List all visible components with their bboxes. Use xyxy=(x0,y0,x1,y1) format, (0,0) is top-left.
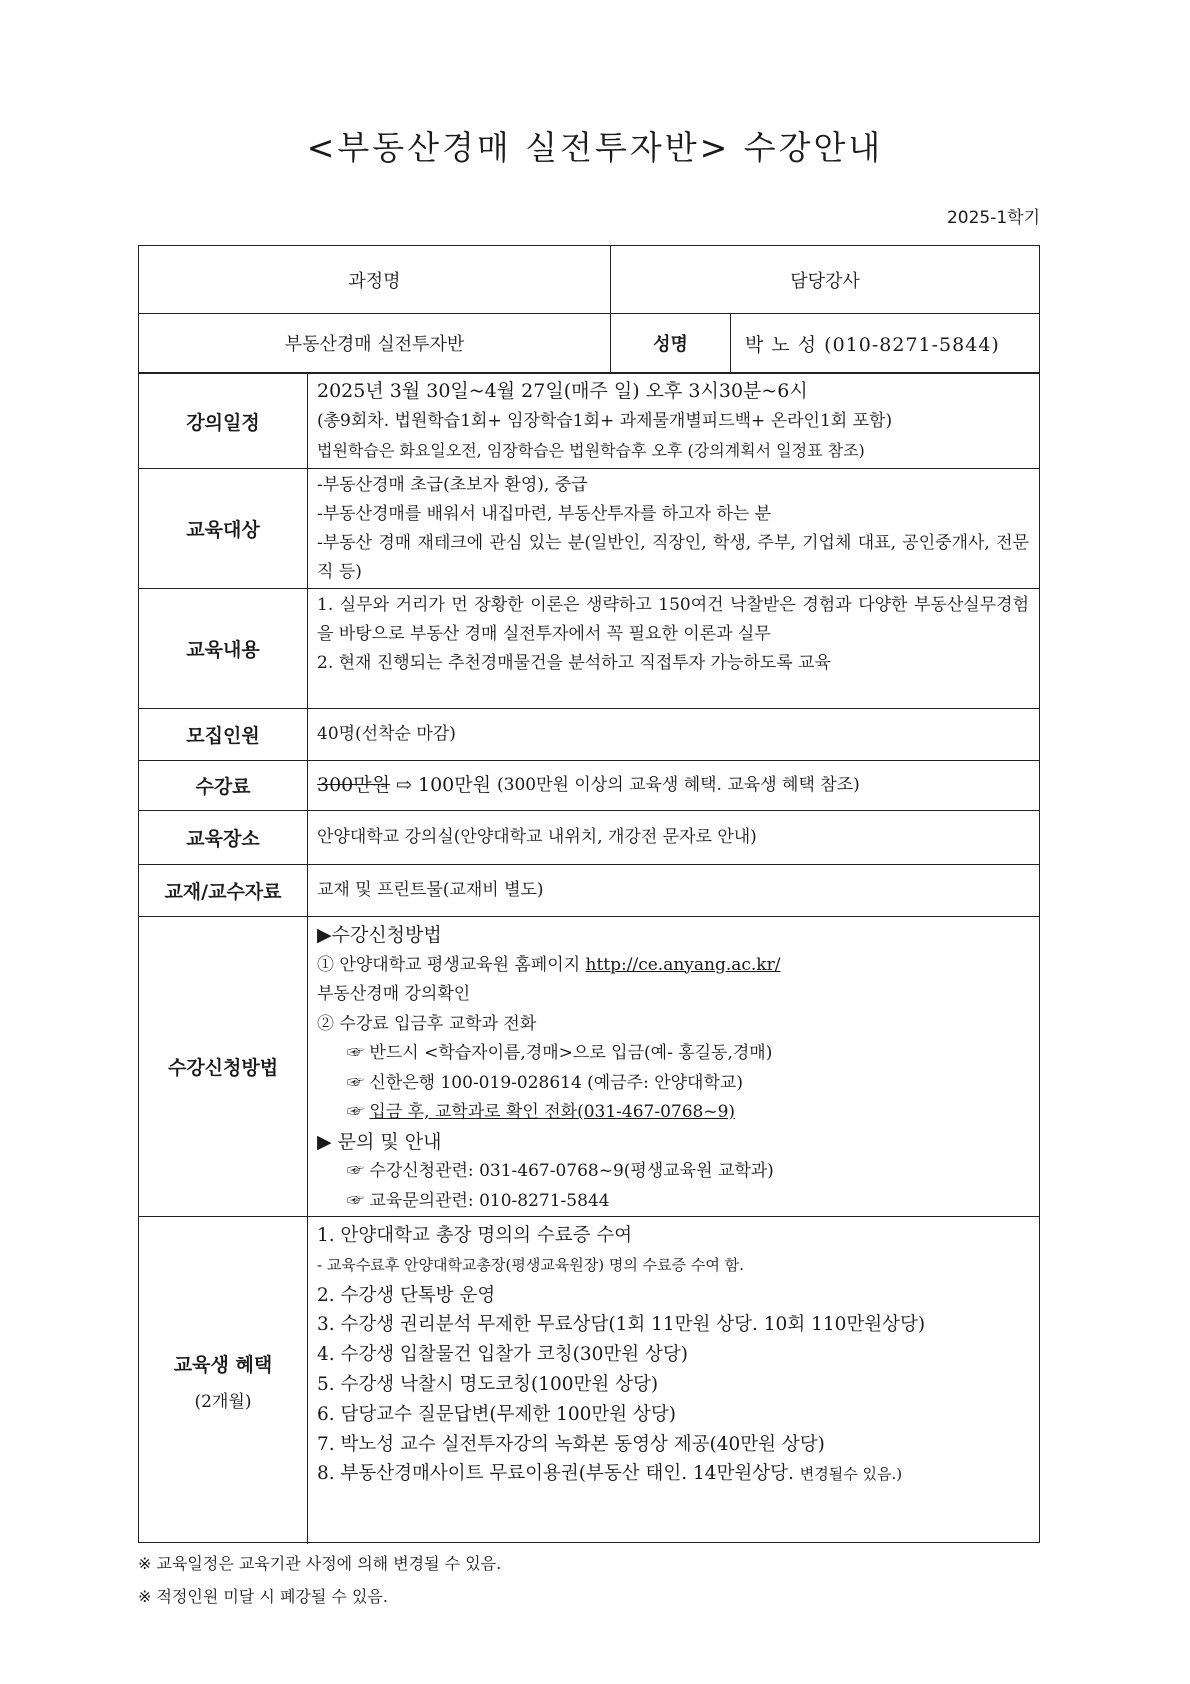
instructor-header: 담당강사 xyxy=(611,246,1039,314)
course-info-table xyxy=(138,373,1040,1543)
schedule-label: 강의일정 xyxy=(139,374,308,468)
content-line: 1. 실무와 거리가 먼 장황한 이론은 생략하고 150여건 낙찰받은 경험과 다양한 부동산실무경험을 바탕으로 부동산 경매 실전투자에서 꼭 필요한 이론과 실무 xyxy=(317,595,1029,644)
capacity-value: 40명(선착순 마감) xyxy=(317,724,456,744)
apply-bullet: ☞ 반드시 <학습자이름,경매>으로 입금(예- 홍길동,경매) xyxy=(347,1043,773,1063)
apply-step1: ① 안양대학교 평생교육원 홈페이지 http://ce.anyang.ac.kr/ xyxy=(317,954,781,975)
schedule-line: (총9회차. 법원학습1회+ 임장학습1회+ 과제물개별피드백+ 온라인1회 포함) xyxy=(317,411,893,431)
footnote: ※ 교육일정은 교육기관 사정에 의해 변경될 수 있음. xyxy=(138,1554,502,1573)
materials-label: 교재/교수자료 xyxy=(139,865,308,916)
homepage-link[interactable]: http://ce.anyang.ac.kr/ xyxy=(585,954,781,975)
fee-label: 수강료 xyxy=(139,761,308,810)
schedule-line: 법원학습은 화요일오전, 임장학습은 법원학습후 오후 (강의계획서 일정표 참조) xyxy=(317,441,865,460)
benefits-sublabel: (2개월) xyxy=(194,1391,252,1412)
benefit-item: 3. 수강생 권리분석 무제한 무료상담(1회 11만원 상당. 10회 110만원상당) xyxy=(317,1314,926,1336)
schedule-line: 2025년 3월 30일~4월 27일(매주 일) 오후 3시30분~6시 xyxy=(317,380,808,402)
old-price: 300만원 xyxy=(317,774,390,796)
pointing-hand-icon: ☞ xyxy=(347,1102,364,1122)
fee-note: (300만원 이상의 교육생 혜택. 교육생 혜택 참조) xyxy=(497,775,860,795)
location-label: 교육장소 xyxy=(139,811,308,864)
semester-label: 2025-1학기 xyxy=(946,208,1040,228)
apply-step2: ② 수강료 입금후 교학과 전화 xyxy=(317,1013,537,1034)
content-row xyxy=(139,589,1039,709)
apply-bullet: ☞ 입금 후, 교학과로 확인 전화(031-467-0768~9) xyxy=(347,1102,736,1122)
location-row xyxy=(139,811,1039,865)
footnote: ※ 적정인원 미달 시 폐강될 수 있음. xyxy=(138,1587,388,1606)
inquiry-line: ☞ 수강신청관련: 031-467-0768~9(평생교육원 교학과) xyxy=(347,1161,774,1181)
inquiry-line: ☞ 교육문의관련: 010-8271-5844 xyxy=(347,1190,610,1211)
target-row xyxy=(139,469,1039,589)
capacity-row xyxy=(139,709,1039,761)
fee-content xyxy=(307,761,1039,810)
fee-row xyxy=(139,761,1039,811)
target-line: -부동산경매를 배워서 내집마련, 부동산투자를 하고자 하는 분 xyxy=(317,504,772,524)
target-label: 교육대상 xyxy=(139,469,308,588)
content-line: 2. 현재 진행되는 추천경매물건을 분석하고 직접투자 가능하도록 교육 xyxy=(317,653,831,673)
new-price: 100만원 xyxy=(418,774,491,796)
benefit-item: 5. 수강생 낙찰시 명도코칭(100만원 상당) xyxy=(317,1373,659,1395)
course-name-value: 부동산경매 실전투자반 xyxy=(139,314,611,372)
benefit-item: 2. 수강생 단톡방 운영 xyxy=(317,1284,496,1306)
apply-heading: ▶수강신청방법 xyxy=(317,924,442,946)
benefit-note: - 교육수료후 안양대학교총장(평생교육원장) 명의 수료증 수여 함. xyxy=(317,1255,744,1274)
capacity-label: 모집인원 xyxy=(139,709,308,760)
materials-row xyxy=(139,865,1039,917)
arrow-icon: ⇨ xyxy=(396,774,412,796)
apply-label: 수강신청방법 xyxy=(139,917,308,1216)
benefit-item: 8. 부동산경매사이트 무료이용권(부동산 태인. 14만원상당. 변경될수 있음.) xyxy=(317,1463,903,1485)
content-content xyxy=(307,589,1039,708)
apply-row xyxy=(139,917,1039,1217)
benefits-content xyxy=(307,1217,1039,1544)
benefit-item: 4. 수강생 입찰물건 입찰가 코칭(30만원 상당) xyxy=(317,1344,688,1366)
benefit-item: 6. 담당교수 질문답변(무제한 100만원 상당) xyxy=(317,1403,676,1425)
benefits-row xyxy=(139,1217,1039,1544)
instructor-name-cell xyxy=(611,314,1039,372)
apply-content xyxy=(307,917,1039,1216)
page-title: <부동산경매 실전투자반> 수강안내 xyxy=(306,128,884,167)
benefits-label: 교육생 혜택 (2개월) xyxy=(139,1217,308,1544)
instructor-name-value: 박 노 성 (010-8271-5844) xyxy=(745,333,1000,356)
schedule-content xyxy=(307,374,1039,468)
target-line: -부동산 경매 재테크에 관심 있는 분(일반인, 직장인, 학생, 주부, 기업체 대표, 공인중개사, 전문직 등) xyxy=(317,533,1029,582)
target-content xyxy=(307,469,1039,588)
location-value: 안양대학교 강의실(안양대학교 내위치, 개강전 문자로 안내) xyxy=(317,827,757,847)
content-label: 교육내용 xyxy=(139,589,308,708)
materials-value: 교재 및 프린트물(교재비 별도) xyxy=(317,880,544,900)
schedule-row xyxy=(139,374,1039,469)
apply-bullet: ☞ 신한은행 100-019-028614 (예금주: 안양대학교) xyxy=(347,1072,743,1093)
course-header-table xyxy=(138,245,1040,373)
benefit-item: 7. 박노성 교수 실전투자강의 녹화본 동영상 제공(40만원 상당) xyxy=(317,1433,825,1455)
name-label: 성명 xyxy=(611,314,731,372)
benefit-item: 1. 안양대학교 총장 명의의 수료증 수여 xyxy=(317,1225,633,1246)
target-line: -부동산경매 초급(초보자 환영), 중급 xyxy=(317,475,588,495)
apply-step1b: 부동산경매 강의확인 xyxy=(317,984,471,1004)
course-name-header: 과정명 xyxy=(139,246,611,314)
inquiry-heading: ▶ 문의 및 안내 xyxy=(317,1130,442,1153)
